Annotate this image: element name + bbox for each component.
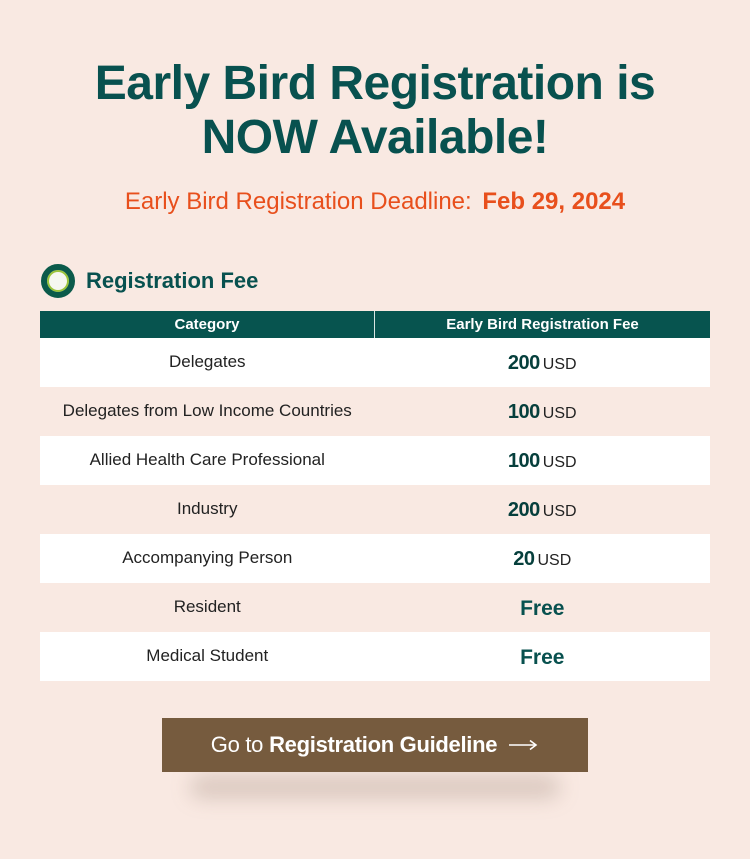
row-category: Delegates from Low Income Countries xyxy=(62,400,352,420)
button-shadow xyxy=(190,776,560,798)
row-fee xyxy=(375,583,711,632)
table-row xyxy=(40,436,710,485)
fee-amount: 100 xyxy=(507,450,540,472)
fee-unit: USD xyxy=(537,552,572,569)
table-header-row xyxy=(40,311,710,338)
section-title: Registration Fee xyxy=(86,268,259,293)
section-header xyxy=(41,264,258,298)
fee-amount: 200 xyxy=(507,352,540,374)
row-fee xyxy=(375,632,711,681)
row-category: Allied Health Care Professional xyxy=(40,436,375,485)
table-row xyxy=(40,485,710,534)
row-category: Delegates xyxy=(40,338,375,387)
fee-unit: USD xyxy=(542,454,577,471)
page-title xyxy=(0,57,750,165)
row-fee xyxy=(375,387,711,436)
arrow-right-icon xyxy=(509,739,539,751)
deadline-date: Feb 29, 2024 xyxy=(482,188,626,215)
title-line-2: NOW Available! xyxy=(201,111,549,164)
registration-fee-table xyxy=(40,311,710,681)
fee-amount: 100 xyxy=(507,401,540,423)
table-row xyxy=(40,583,710,632)
table-row xyxy=(40,632,710,681)
circle-ring-icon xyxy=(41,264,75,298)
fee-free: Free xyxy=(520,596,565,620)
row-fee xyxy=(375,485,711,534)
deadline-text xyxy=(0,188,750,216)
button-label: Registration Guideline xyxy=(269,732,498,757)
fee-free: Free xyxy=(520,645,565,669)
fee-amount: 200 xyxy=(507,499,540,521)
fee-unit: USD xyxy=(542,405,577,422)
fee-unit: USD xyxy=(542,356,577,373)
title-line-1: Early Bird Registration is xyxy=(94,57,656,110)
row-category: Medical Student xyxy=(40,632,375,681)
deadline-label: Early Bird Registration Deadline: xyxy=(124,188,472,215)
table-row xyxy=(40,534,710,583)
row-category: Accompanying Person xyxy=(40,534,375,583)
row-fee xyxy=(375,338,711,387)
table-row xyxy=(40,387,710,436)
registration-guideline-button[interactable] xyxy=(162,718,588,772)
header-category: Category xyxy=(40,311,375,338)
button-prefix: Go to xyxy=(210,732,264,757)
row-category: Industry xyxy=(177,498,238,518)
row-fee xyxy=(375,436,711,485)
fee-amount: 20 xyxy=(513,548,535,570)
fee-unit: USD xyxy=(542,503,577,520)
row-category: Resident xyxy=(173,596,241,616)
table-row xyxy=(40,338,710,387)
header-fee: Early Bird Registration Fee xyxy=(375,311,711,338)
row-fee xyxy=(375,534,711,583)
